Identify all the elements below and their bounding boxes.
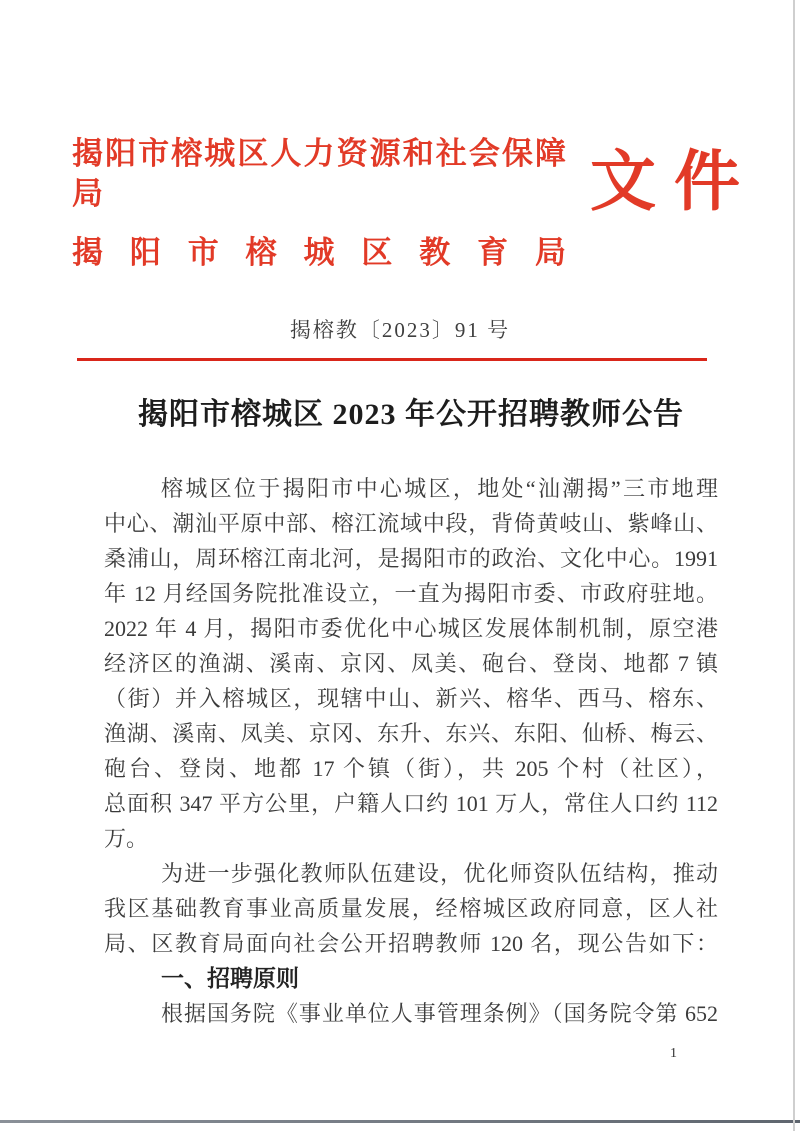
page-number: 1 <box>670 1046 677 1061</box>
body-line: 我区基础教育事业高质量发展，经榕城区政府同意，区人社 <box>104 896 718 921</box>
body-line: 桑浦山，周环榕江南北河，是揭阳市的政治、文化中心。1991 <box>104 546 718 571</box>
red-separator-line <box>77 358 707 361</box>
body-line: 万。 <box>104 826 149 851</box>
document-body <box>104 471 718 1031</box>
scan-edge-bottom <box>0 1120 800 1123</box>
body-line: 中心、潮汕平原中部、榕江流域中段，背倚黄岐山、紫峰山、 <box>104 511 718 536</box>
body-line: 经济区的渔湖、溪南、京冈、凤美、砲台、登岗、地都 7 镇 <box>104 651 718 676</box>
body-line: 2022 年 4 月，揭阳市委优化中心城区发展体制机制，原空港 <box>104 616 718 641</box>
body-line: 渔湖、溪南、凤美、京冈、东升、东兴、东阳、仙桥、梅云、 <box>104 721 718 746</box>
letterhead <box>72 134 566 273</box>
doc-number: 揭榕教〔2023〕91 号 <box>289 318 511 342</box>
section-heading: 一、招聘原则 <box>161 965 299 991</box>
body-line: 榕城区位于揭阳市中心城区，地处“汕潮揭”三市地理 <box>161 476 718 501</box>
body-line: 根据国务院《事业单位人事管理条例》（国务院令第 652 <box>161 1001 718 1026</box>
body-line: 总面积 347 平方公里，户籍人口约 101 万人，常住人口约 112 <box>104 791 718 816</box>
body-line: 为进一步强化教师队伍建设，优化师资队伍结构，推动 <box>161 861 718 886</box>
scan-edge-right <box>793 0 795 1131</box>
doc-type-label: 文件 <box>590 144 758 218</box>
issuer-line-1: 揭阳市榕城区人力资源和社会保障局 <box>72 136 566 211</box>
body-line: 局、区教育局面向社会公开招聘教师 120 名，现公告如下： <box>104 931 718 956</box>
body-line: 年 12 月经国务院批准设立，一直为揭阳市委、市政府驻地。 <box>104 581 718 606</box>
issuer-line-2: 揭阳市榕城区教育局 <box>72 235 566 270</box>
document-title: 揭阳市榕城区 2023 年公开招聘教师公告 <box>138 398 684 431</box>
body-line: 砲台、登岗、地都 17 个镇（街），共 205 个村（社区）， <box>104 756 718 781</box>
body-line: （街）并入榕城区，现辖中山、新兴、榕华、西马、榕东、 <box>104 686 718 711</box>
